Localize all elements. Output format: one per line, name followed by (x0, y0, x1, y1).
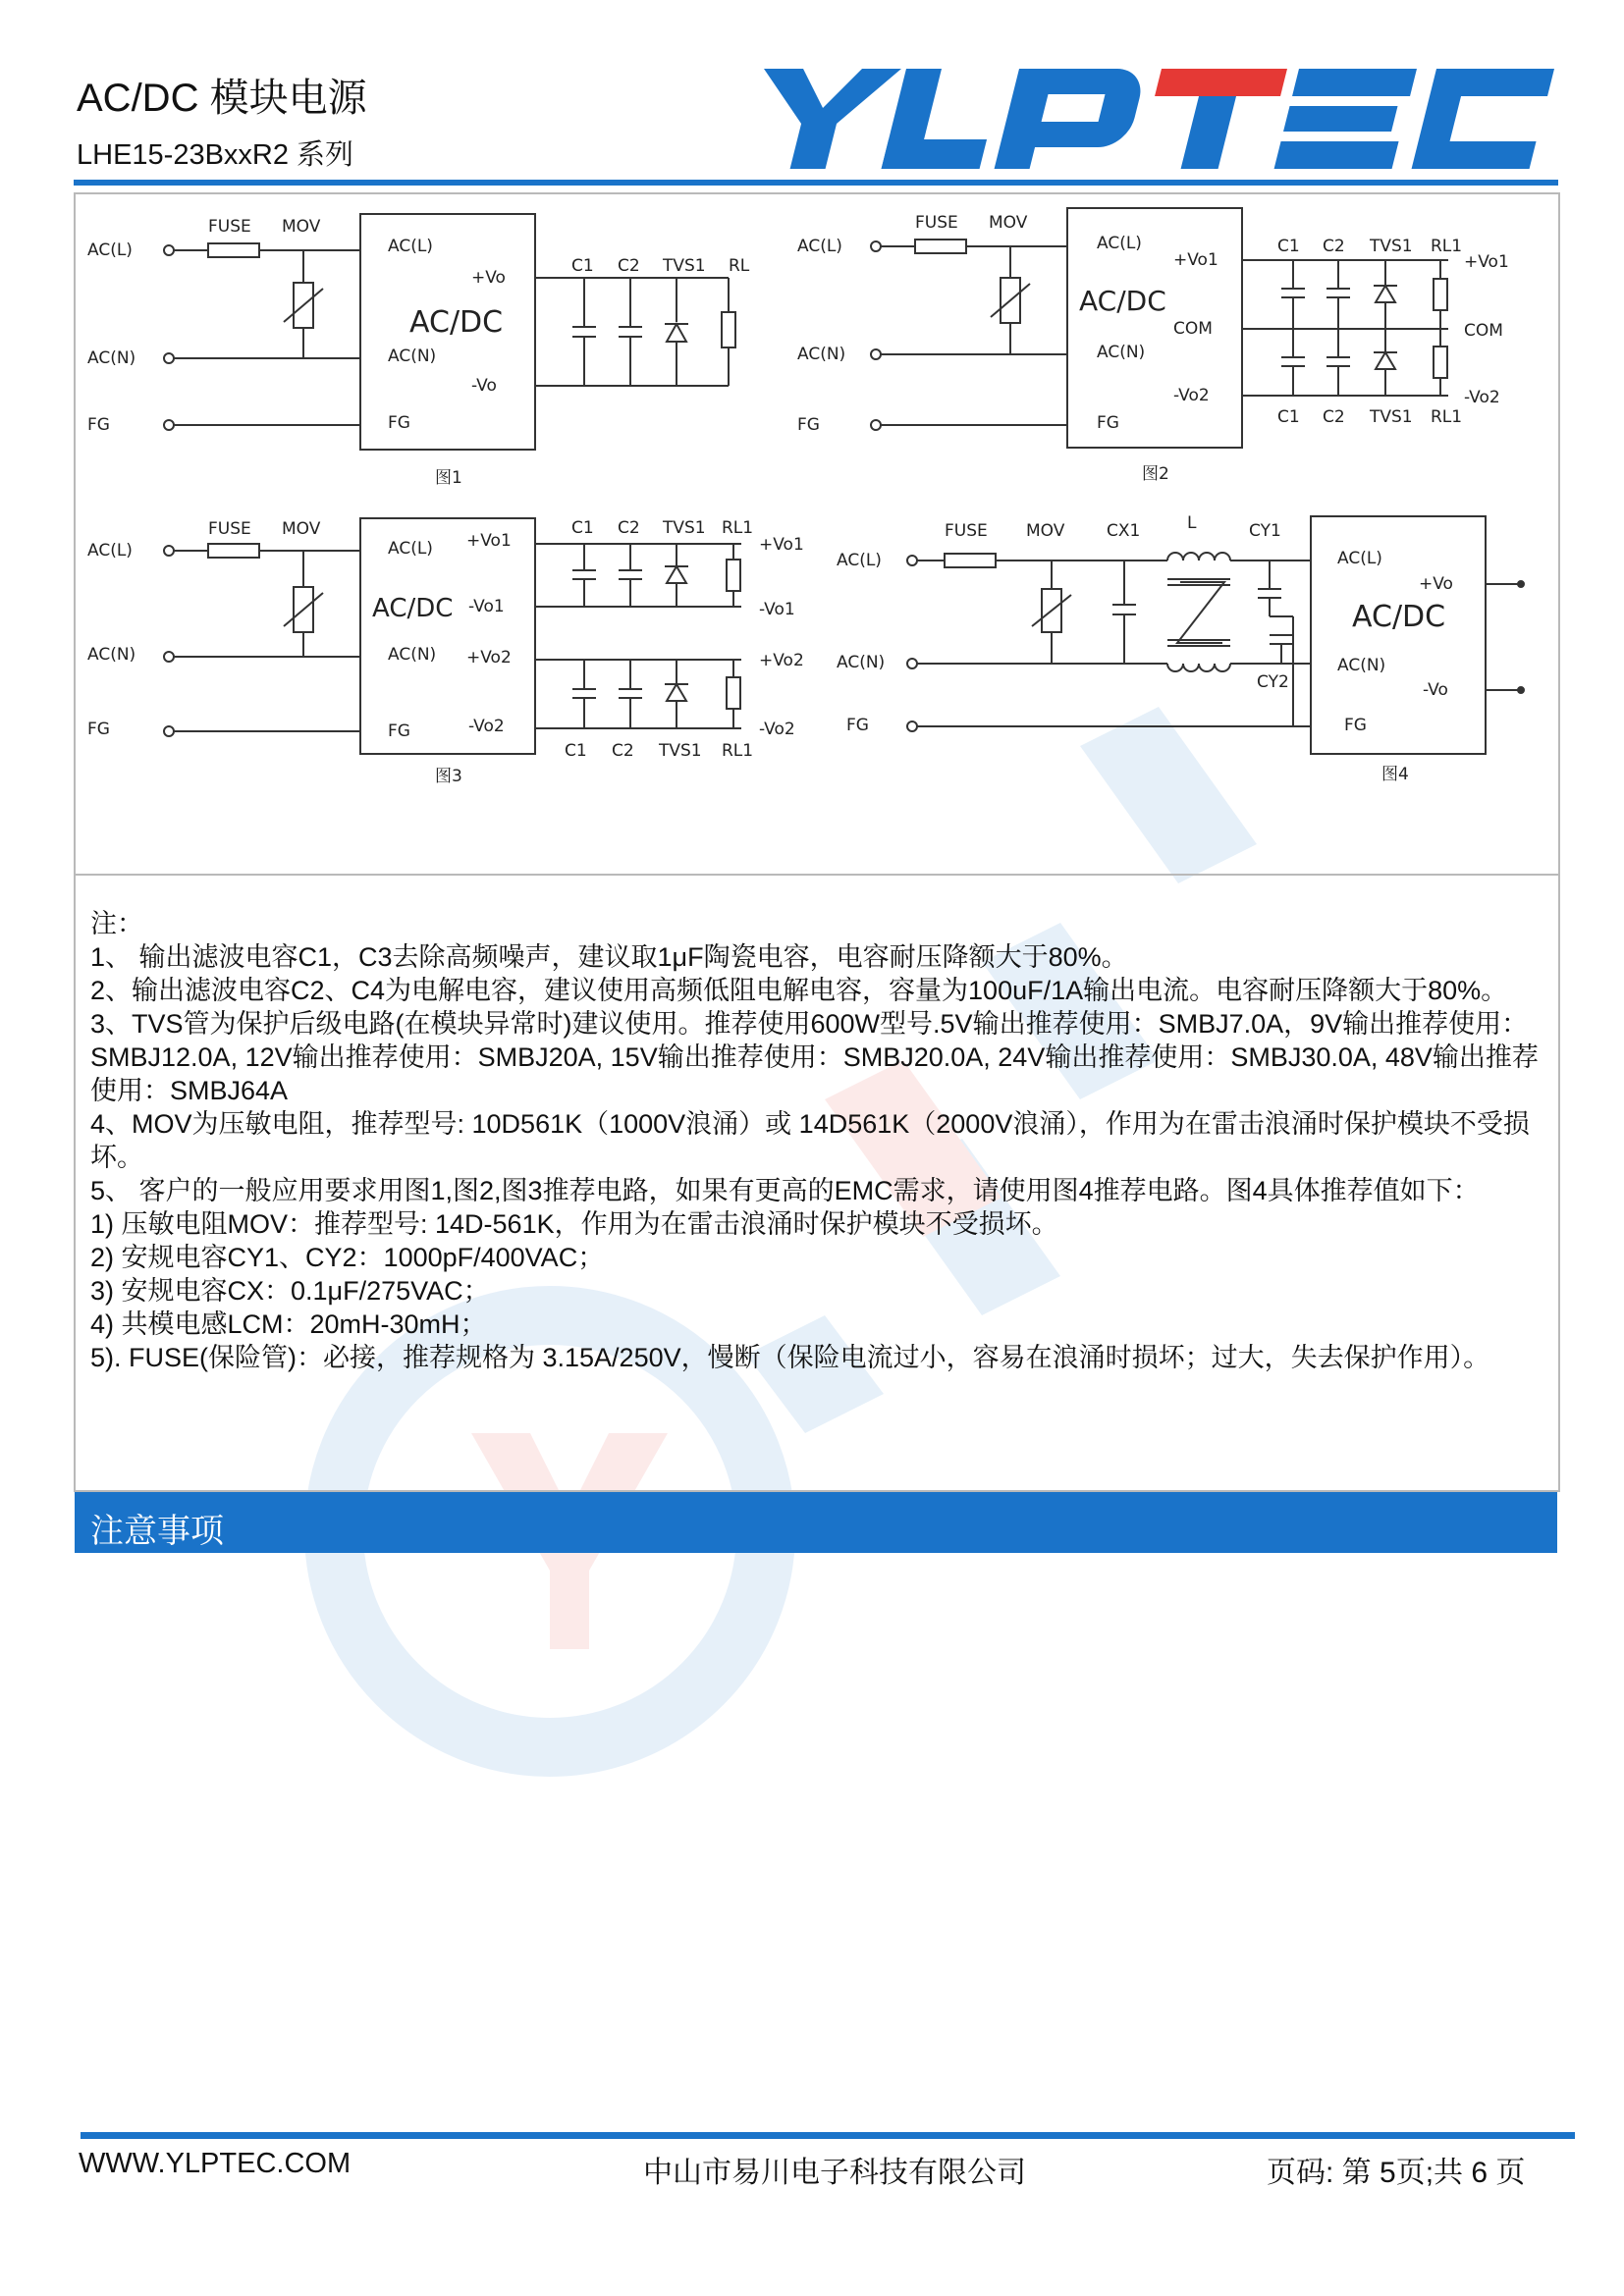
fig3-c1-label: C1 (571, 518, 594, 538)
footer-rule (81, 2132, 1575, 2139)
fig3-fg-label: FG (87, 720, 110, 739)
notes-list (90, 907, 1542, 1374)
fig4-pin-fg: FG (1344, 716, 1367, 735)
fig2-acl-label: AC(L) (797, 237, 842, 256)
footer-company: 中山市易川电子科技有限公司 (643, 2157, 1026, 2189)
fig3-rl-label: RL1 (722, 518, 754, 538)
fig3-pin-acn: AC(N) (388, 645, 437, 665)
fig2-com: COM (1173, 319, 1213, 339)
note-subitem: 2) 安规电容CY1、CY2：1000pF/400VAC； (90, 1243, 605, 1272)
fig3-acn-label: AC(N) (87, 645, 136, 665)
fig3-vo1n: -Vo1 (468, 597, 505, 616)
note-subitem: 5). FUSE(保险管)：必接，推荐规格为 3.15A/250V，慢断（保险电流过小，容易在浪涌时损坏；过大，失去保护作用）。 (90, 1343, 1490, 1372)
fig3-caption: 图3 (435, 767, 462, 786)
fig1-pin-acl: AC(L) (388, 237, 433, 256)
fig3-vo2n: -Vo2 (468, 717, 505, 736)
fig1-mov-label: MOV (282, 217, 321, 237)
fig1-rl-label: RL (729, 256, 750, 276)
fig3-out-vo1n: -Vo1 (759, 600, 795, 619)
note-item: 3、TVS管为保护后级电路(在模块异常时)建议使用。推荐使用600W型号.5V输出推荐使用：SMBJ7.0A，9V输出推荐使用：SMBJ12.0A, 12V输出推荐使用：SMBJ20A, 15V输出推荐使用：SMBJ20.0A, 24V输出推荐使用：SMBJ30.0A, 48V输出推荐使用：SMBJ64A (90, 1009, 1539, 1105)
fig1-c1-label: C1 (571, 256, 594, 276)
fig1-acl-label: AC(L) (87, 240, 133, 260)
fig4-cy1-label: CY1 (1249, 521, 1281, 541)
figure-4-circuit (837, 513, 1524, 784)
fig1-acn-label: AC(N) (87, 348, 136, 368)
header-subtitle: LHE15-23BxxR2 系列 (77, 139, 354, 171)
fig1-module-label: AC/DC (409, 305, 504, 340)
section-title: 注意事项 (90, 1513, 224, 1550)
fig3-out-vo2n: -Vo2 (759, 720, 795, 739)
fig2-pin-fg: FG (1097, 413, 1119, 433)
fig2-fuse-label: FUSE (915, 213, 958, 233)
fig2-c1-label: C1 (1277, 237, 1300, 256)
fig3-vo1p: +Vo1 (466, 531, 512, 551)
fig2-pin-acn: AC(N) (1097, 343, 1146, 362)
fig4-caption: 图4 (1381, 765, 1409, 784)
fig2-tvs-label: TVS1 (1370, 237, 1413, 256)
fig1-pin-fg: FG (388, 413, 410, 433)
fig2-vo2: -Vo2 (1173, 386, 1210, 405)
fig4-mov-label: MOV (1026, 521, 1065, 541)
note-subitem: 4) 共模电感LCM：20mH-30mH； (90, 1309, 487, 1339)
fig3-out-vo1p: +Vo1 (759, 535, 804, 555)
fig3-c1-label-b: C1 (565, 741, 587, 761)
fig3-fuse-label: FUSE (208, 519, 251, 539)
fig3-tvs-label-b: TVS1 (659, 741, 702, 761)
fig2-out-vo1: +Vo1 (1464, 252, 1509, 272)
fig2-fg-label: FG (797, 415, 820, 435)
fig4-fuse-label: FUSE (945, 521, 988, 541)
note-item: 2、输出滤波电容C2、C4为电解电容，建议使用高频低阻电解电容，容量为100uF/1A输出电流。电容耐压降额大于80%。 (90, 976, 1508, 1005)
fig2-rl-label: RL1 (1431, 237, 1463, 256)
fig3-c2-label-b: C2 (612, 741, 634, 761)
fig3-mov-label: MOV (282, 519, 321, 539)
figure-1-circuit (87, 214, 750, 488)
fig4-acl-label: AC(L) (837, 551, 882, 570)
fig3-module-box (360, 518, 535, 754)
fig1-fuse-label: FUSE (208, 217, 251, 237)
fig2-c1-label-b: C1 (1277, 407, 1300, 427)
fig2-acn-label: AC(N) (797, 345, 846, 364)
fig1-fg-label: FG (87, 415, 110, 435)
fig1-fuse (208, 243, 259, 257)
fig2-c2-label-b: C2 (1323, 407, 1345, 427)
fig2-pin-acl: AC(L) (1097, 234, 1142, 253)
fig2-vo1: +Vo1 (1173, 250, 1218, 270)
fig3-pin-fg: FG (388, 721, 410, 741)
figure-2-circuit (797, 208, 1509, 484)
fig1-vo-neg: -Vo (471, 376, 497, 396)
footer-url: WWW.YLPTEC.COM (79, 2148, 352, 2179)
note-subitem: 3) 安规电容CX：0.1μF/275VAC； (90, 1276, 490, 1306)
note-heading: 注： (90, 909, 143, 938)
fig1-pin-acn: AC(N) (388, 347, 437, 366)
note-item: 1、 输出滤波电容C1，C3去除高频噪声，建议取1μF陶瓷电容，电容耐压降额大于80%。 (90, 942, 1128, 972)
note-item: 5、 客户的一般应用要求用图1,图2,图3推荐电路，如果有更高的EMC需求，请使用图4推荐电路。图4具体推荐值如下： (90, 1176, 1480, 1205)
fig2-module-label: AC/DC (1079, 285, 1166, 317)
fig2-rl-label-b: RL1 (1431, 407, 1463, 427)
fig1-tvs-label: TVS1 (663, 256, 706, 276)
fig3-out-vo2p: +Vo2 (759, 651, 804, 670)
fig2-mov-label: MOV (989, 213, 1028, 233)
fig4-pin-acl: AC(L) (1337, 549, 1382, 568)
fig2-out-vo2: -Vo2 (1464, 388, 1500, 407)
fig3-vo2p: +Vo2 (466, 648, 512, 667)
fig2-module-box (1067, 208, 1242, 448)
fig4-pin-acn: AC(N) (1337, 656, 1386, 675)
fig4-acn-label: AC(N) (837, 653, 886, 672)
header-title: AC/DC 模块电源 (77, 77, 367, 120)
fig1-caption: 图1 (435, 468, 462, 488)
figure-3-circuit (87, 518, 804, 786)
note-subitem: 1) 压敏电阻MOV：推荐型号: 14D-561K，作用为在雷击浪涌时保护模块不受损坏。 (90, 1209, 1058, 1239)
fig3-pin-acl: AC(L) (388, 539, 433, 559)
fig3-c2-label: C2 (618, 518, 640, 538)
fig1-vo-pos: +Vo (471, 268, 506, 288)
fig2-tvs-label-b: TVS1 (1370, 407, 1413, 427)
fig2-caption: 图2 (1142, 464, 1169, 484)
fig4-module-label: AC/DC (1352, 600, 1446, 634)
fig4-fg-label: FG (846, 716, 869, 735)
fig3-acl-label: AC(L) (87, 541, 133, 561)
fig3-module-label: AC/DC (372, 594, 454, 623)
note-item: 4、MOV为压敏电阻，推荐型号: 10D561K（1000V浪涌）或 14D561K（2000V浪涌），作用为在雷击浪涌时保护模块不受损坏。 (90, 1109, 1530, 1172)
fig4-l-label: L (1187, 513, 1197, 533)
fig2-c2-label: C2 (1323, 237, 1345, 256)
application-circuits (76, 194, 1556, 872)
footer-page-number: 页码: 第 5页;共 6 页 (1267, 2157, 1526, 2189)
fig2-out-com: COM (1464, 321, 1503, 341)
fig3-rl-label-b: RL1 (722, 741, 754, 761)
fig4-cx1-label: CX1 (1107, 521, 1141, 541)
header-rule (74, 180, 1558, 186)
fig1-c2-label: C2 (618, 256, 640, 276)
section-header-bar (75, 1492, 1557, 1553)
fig4-vo-neg: -Vo (1423, 680, 1448, 700)
fig3-tvs-label: TVS1 (663, 518, 706, 538)
fig4-cy2-label: CY2 (1257, 672, 1289, 692)
ylptec-logo (727, 61, 1571, 177)
fig4-vo-pos: +Vo (1419, 574, 1453, 594)
